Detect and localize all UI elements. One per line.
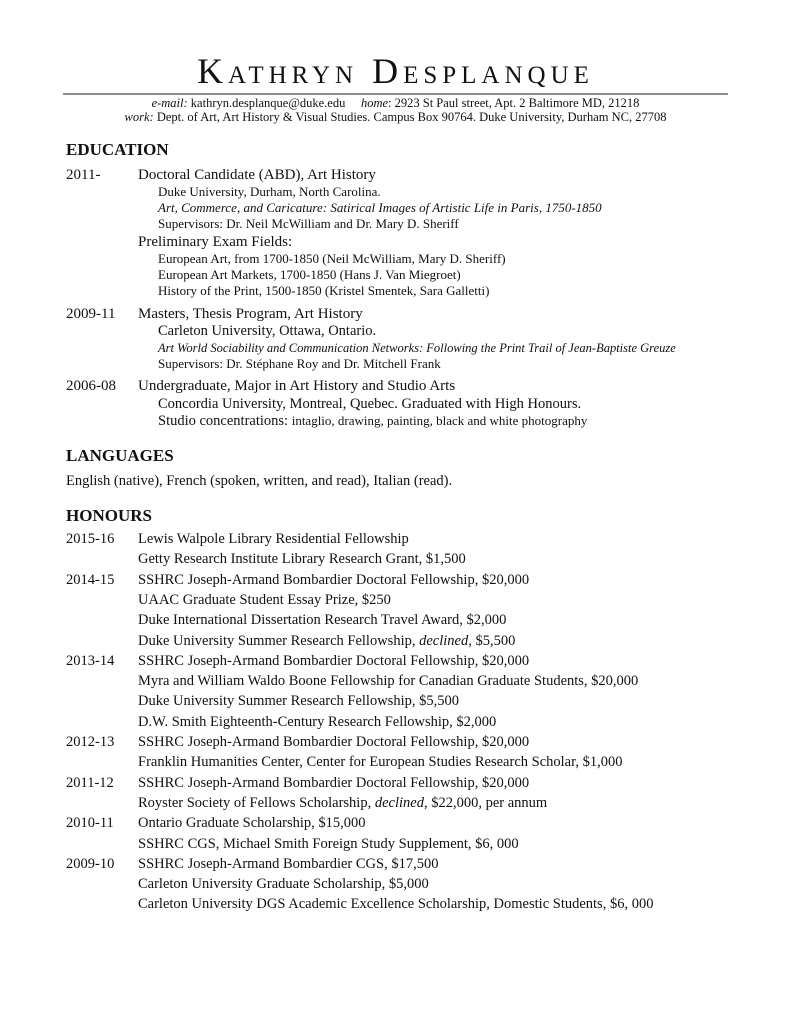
honour-date: 2014-15 <box>66 572 115 588</box>
honour-item: Lewis Walpole Library Residential Fellowship <box>138 531 409 547</box>
languages-heading: LANGUAGES <box>66 446 174 465</box>
honour-item: D.W. Smith Eighteenth-Century Research Fellowship, $2,000 <box>138 714 497 730</box>
studio-concentrations <box>158 412 587 430</box>
honour-date: 2013-14 <box>66 653 115 669</box>
work-label: work: <box>124 110 154 124</box>
honour-item: Franklin Humanities Center, Center for European Studies Research Scholar, $1,000 <box>138 754 623 770</box>
exam-field: European Art, from 1700-1850 (Neil McWilliam, Mary D. Sheriff) <box>158 251 506 266</box>
honour-date: 2015-16 <box>66 531 115 547</box>
education-date: 2011- <box>66 167 101 183</box>
honour-item: SSHRC Joseph-Armand Bombardier Doctoral Fellowship, $20,000 <box>138 653 530 669</box>
honour-item: Ontario Graduate Scholarship, $15,000 <box>138 815 366 831</box>
education-institution: Concordia University, Montreal, Quebec. Graduated with High Honours. <box>158 396 582 412</box>
languages-text: English (native), French (spoken, written, and read), Italian (read). <box>66 473 453 489</box>
email-address[interactable]: kathryn.desplanque@duke.edu <box>190 96 346 110</box>
header-rule <box>63 93 728 95</box>
education-institution: Carleton University, Ottawa, Ontario. <box>158 323 377 339</box>
declined-note: declined <box>374 795 424 811</box>
honour-item: SSHRC Joseph-Armand Bombardier CGS, $17,500 <box>138 856 439 872</box>
home-label: home <box>360 96 389 110</box>
honour-item: Duke International Dissertation Research Travel Award, $2,000 <box>138 612 507 628</box>
exam-fields-label: Preliminary Exam Fields: <box>138 234 293 250</box>
education-date: 2006-08 <box>66 378 116 394</box>
honour-item: SSHRC Joseph-Armand Bombardier Doctoral Fellowship, $20,000 <box>138 775 530 791</box>
declined-note: declined <box>419 633 469 649</box>
honour-item: Royster Society of Fellows Scholarship, declined, $22,000, per annum <box>138 795 548 811</box>
exam-field: History of the Print, 1500-1850 (Kristel Smentek, Sara Galletti) <box>158 283 490 298</box>
honour-date: 2010-11 <box>66 815 114 831</box>
education-heading: EDUCATION <box>66 140 169 159</box>
honour-item: SSHRC Joseph-Armand Bombardier Doctoral Fellowship, $20,000 <box>138 572 530 588</box>
honour-item: Getty Research Institute Library Research Grant, $1,500 <box>138 551 466 567</box>
honour-item: SSHRC CGS, Michael Smith Foreign Study Supplement, $6, 000 <box>138 836 519 852</box>
honour-item: Myra and William Waldo Boone Fellowship for Canadian Graduate Students, $20,000 <box>138 673 639 689</box>
home-address: : 2923 St Paul street, Apt. 2 Baltimore MD, 21218 <box>388 96 640 110</box>
exam-field: European Art Markets, 1700-1850 (Hans J. Van Miegroet) <box>158 267 461 282</box>
honour-item: Carleton University DGS Academic Excellence Scholarship, Domestic Students, $6, 000 <box>138 896 654 912</box>
work-address: Dept. of Art, Art History & Visual Studies. Campus Box 90764. Duke University, Durham NC, 27708 <box>156 110 667 124</box>
honour-date: 2009-10 <box>66 856 115 872</box>
education-degree: Undergraduate, Major in Art History and Studio Arts <box>138 378 456 394</box>
honour-date: 2011-12 <box>66 775 114 791</box>
studio-list: intaglio, drawing, painting, black and white photography <box>291 413 588 428</box>
cv-name: Kathryn Desplanque <box>197 51 594 91</box>
honour-item: Duke University Summer Research Fellowship, declined, $5,500 <box>138 633 516 649</box>
honour-item: SSHRC Joseph-Armand Bombardier Doctoral Fellowship, $20,000 <box>138 734 530 750</box>
email-label: e-mail: <box>151 96 188 110</box>
honour-item: Carleton University Graduate Scholarship, $5,000 <box>138 876 429 892</box>
education-thesis: Art, Commerce, and Caricature: Satirical Images of Artistic Life in Paris, 1750-1850 <box>158 200 602 215</box>
education-date: 2009-11 <box>66 306 116 322</box>
education-thesis: Art World Sociability and Communication Networks: Following the Print Trail of Jean-Baptiste Greuze <box>158 341 676 355</box>
education-supervisors: Supervisors: Dr. Neil McWilliam and Dr. Mary D. Sheriff <box>158 216 459 231</box>
honour-date: 2012-13 <box>66 734 115 750</box>
education-institution: Duke University, Durham, North Carolina. <box>158 184 381 199</box>
honours-heading: HONOURS <box>66 506 152 525</box>
honour-item: Duke University Summer Research Fellowship, $5,500 <box>138 693 459 709</box>
honour-item: UAAC Graduate Student Essay Prize, $250 <box>138 592 391 608</box>
education-degree: Masters, Thesis Program, Art History <box>138 306 363 322</box>
education-degree: Doctoral Candidate (ABD), Art History <box>138 167 376 183</box>
education-supervisors: Supervisors: Dr. Stéphane Roy and Dr. Mitchell Frank <box>158 356 441 371</box>
contact-line-1 <box>0 96 791 111</box>
contact-line-2 <box>0 110 791 125</box>
studio-label: Studio concentrations: <box>158 413 292 429</box>
